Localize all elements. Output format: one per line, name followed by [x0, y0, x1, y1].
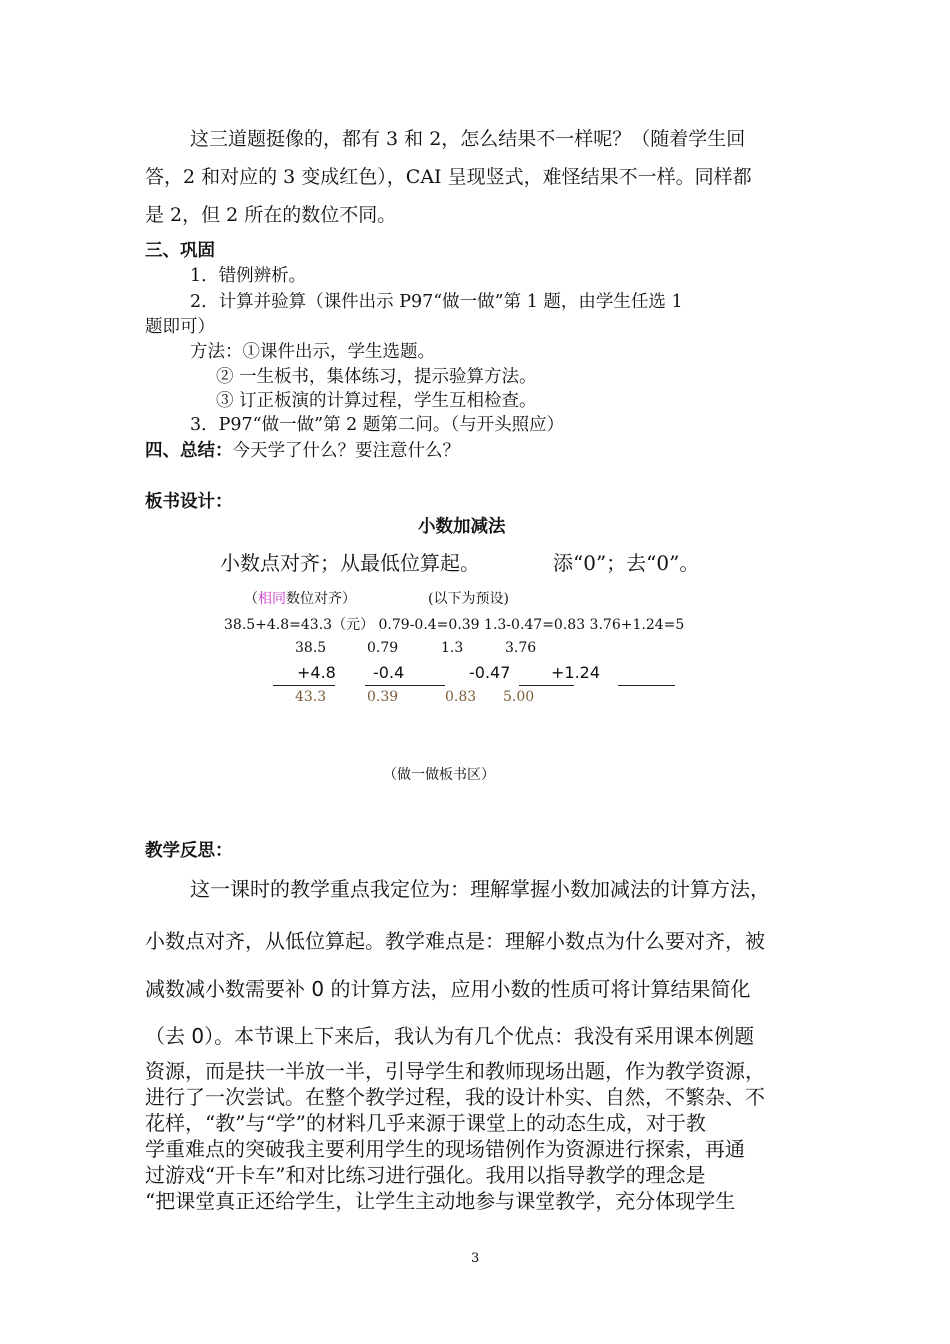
bottom-operand: +1.24	[551, 663, 601, 682]
board-rules: 小数点对齐；从最低位算起。	[220, 551, 480, 575]
reflection-line-4	[145, 1020, 754, 1049]
result: 5.00	[503, 689, 535, 705]
bottom-operand: +4.8	[297, 663, 336, 682]
result: 43.3	[295, 689, 327, 705]
top-operand: 1.3	[441, 640, 464, 656]
section-3-method-1: 方法：①课件出示，学生选题。	[190, 342, 435, 362]
reflection-line-1	[190, 873, 770, 902]
intro-line-1: 这三道题挺像的，都有 3 和 2，怎么结果不一样呢？（随着学生回	[190, 128, 746, 150]
bottom-operand: -0.47	[469, 663, 511, 682]
reflection-heading: 教学反思：	[145, 841, 233, 861]
reflection-line-7: 花样，“教”与“学”的材料几乎来源于课堂上的动态生成，对于教	[145, 1111, 706, 1135]
sum-line	[618, 685, 675, 686]
page-number: 3	[471, 1251, 480, 1266]
board-preset-note: (以下为预设)	[428, 591, 509, 607]
section-4-text: 今天学了什么？要注意什么？	[232, 441, 460, 461]
result: 0.39	[367, 689, 399, 705]
reflection-line-1-plain: 这一课时的教学重点我定位为：	[190, 877, 470, 901]
section-3-item-3: 3．P97“做一做”第 2 题第二问。（与开头照应）	[190, 415, 565, 435]
top-operand: 38.5	[295, 640, 327, 656]
section-3-item-1: 1．错例辨析。	[190, 266, 307, 286]
intro-line-2: 答，2 和对应的 3 变成红色），CAI 呈现竖式，难怪结果不一样。同样都	[145, 166, 752, 188]
board-heading: 板书设计：	[145, 492, 233, 512]
sum-line	[365, 685, 445, 686]
reflection-line-9: 过游戏“开卡车”和对比练习进行强化。我用以指导教学的理念是	[145, 1163, 706, 1187]
reflection-line-6: 进行了一次尝试。在整个教学过程，我的设计朴实、自然，不繁杂、不	[145, 1085, 765, 1109]
align-open: （	[244, 591, 258, 607]
board-title: 小数加减法	[418, 517, 506, 537]
align-rest: 数位对齐）	[286, 591, 356, 607]
reflection-line-4-key: （去 0）。	[145, 1024, 235, 1048]
reflection-line-2: 小数点对齐，从低位算起。教学难点是：理解小数点为什么要对齐，被	[145, 929, 765, 953]
reflection-line-8: 学重难点的突破我主要利用学生的现场错例作为资源进行探索，再通	[145, 1137, 745, 1161]
reflection-line-4-plain: 本节课上下来后，我认为有几个优点：我没有采用课本例题	[234, 1024, 755, 1048]
sum-line	[273, 685, 335, 686]
reflection-line-5: 资源，而是扶一半放一半，引导学生和教师现场出题，作为教学资源，	[145, 1059, 765, 1083]
align-colored: 相同	[258, 591, 286, 607]
section-4-heading: 四、总结：	[145, 441, 233, 461]
reflection-line-10: “把课堂真正还给学生，让学生主动地参与课堂教学，充分体现学生	[145, 1189, 736, 1213]
reflection-line-1-key: 理解掌握小数加减法的计算方法，	[470, 877, 770, 901]
board-equations: 38.5+4.8=43.3（元） 0.79-0.4=0.39 1.3-0.47=0.83 3.76+1.24=5	[224, 617, 685, 633]
bottom-operand: -0.4	[373, 663, 405, 682]
section-3-method-2: ② 一生板书，集体练习，提示验算方法。	[216, 367, 537, 387]
section-3-item-2b: 题即可）	[145, 317, 215, 337]
board-rules-2: 添“0”；去“0”。	[553, 551, 700, 575]
intro-line-3: 是 2，但 2 所在的数位不同。	[145, 204, 397, 226]
section-3-heading: 三、巩固	[145, 241, 215, 261]
result: 0.83	[445, 689, 477, 705]
board-align-note	[244, 588, 356, 608]
section-3-method-3: ③ 订正板演的计算过程，学生互相检查。	[216, 391, 537, 411]
sum-line	[519, 685, 574, 686]
reflection-line-3: 减数减小数需要补 0 的计算方法，应用小数的性质可将计算结果简化	[145, 977, 751, 1001]
zuo-board-area: （做一做板书区）	[383, 767, 495, 783]
top-operand: 3.76	[505, 640, 537, 656]
section-4	[145, 437, 460, 462]
section-3-item-2a: 2．计算并验算（课件出示 P97“做一做”第 1 题，由学生任选 1	[190, 292, 683, 312]
top-operand: 0.79	[367, 640, 399, 656]
